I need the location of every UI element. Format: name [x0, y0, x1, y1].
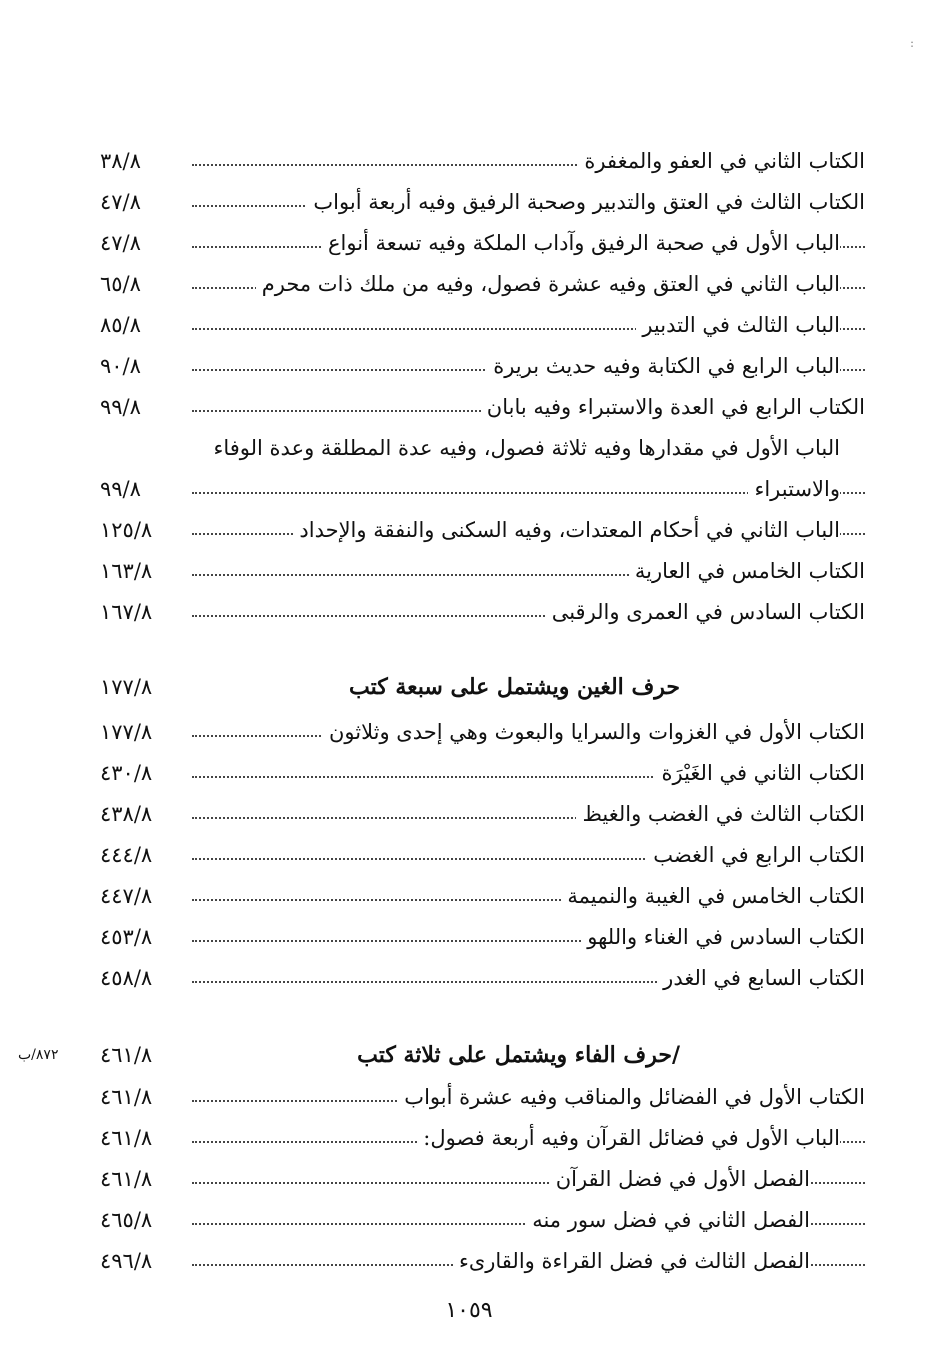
entry-title: الكتاب الثاني في العفو والمغفرة: [578, 144, 865, 178]
entry-page: ١٧٧/٨: [100, 720, 153, 744]
entry-page: ٤٥٨/٨: [100, 966, 153, 990]
toc-entry: [100, 185, 865, 219]
toc-entry: [100, 879, 865, 913]
toc-entry: [100, 715, 865, 749]
entry-title: الفصل الأول في فضل القرآن: [550, 1162, 810, 1196]
entry-page: ٩٩/٨: [100, 395, 141, 419]
entry-title: الفصل الثاني في فضل سور منه: [526, 1203, 810, 1237]
toc-entry: [100, 1162, 865, 1196]
entry-title: الباب الأول في صحبة الرفيق وآداب الملكة وفيه تسعة أنواع: [322, 226, 840, 260]
toc-entry: [100, 349, 865, 383]
entry-page: ٩٩/٨: [100, 477, 141, 501]
margin-folio-note: ٨٧٢/ب: [18, 1047, 59, 1063]
entry-title: الباب الثالث في التدبير: [636, 308, 840, 342]
entry-page: ٤٤٤/٨: [100, 843, 153, 867]
toc-entry: [100, 920, 865, 954]
toc-entry: [100, 595, 865, 629]
entry-title: الكتاب الخامس في العارية: [629, 554, 865, 588]
entry-page: ٣٨/٨: [100, 149, 141, 173]
entry-page: ٤٦١/٨: [100, 1126, 153, 1150]
heading-title: /حرف الفاء ويشتمل على ثلاثة كتب: [351, 1038, 680, 1072]
entry-title: الكتاب الرابع في العدة والاستبراء وفيه بابان: [481, 390, 865, 424]
entry-page: ١٢٥/٨: [100, 518, 153, 542]
entry-page: ٤٥٣/٨: [100, 925, 153, 949]
entry-title: الكتاب الأول في الفضائل والمناقب وفيه عشرة أبواب: [398, 1080, 865, 1114]
toc-entry: [100, 226, 865, 260]
section-heading: [100, 670, 865, 704]
entry-page: ٤٤٧/٨: [100, 884, 153, 908]
heading-title: حرف الغين ويشتمل على سبعة كتب: [343, 670, 680, 704]
entry-title: والاستبراء: [748, 472, 840, 506]
entry-page: ٤٦١/٨: [100, 1043, 153, 1067]
entry-page: ١٦٣/٨: [100, 559, 153, 583]
entry-page: ٤٧/٨: [100, 231, 141, 255]
toc-entry: [100, 308, 865, 342]
entry-title: الكتاب الرابع في الغضب: [647, 838, 865, 872]
entry-page: ٤٦١/٨: [100, 1167, 153, 1191]
toc-entry: [100, 756, 865, 790]
toc-entry: [100, 1203, 865, 1237]
toc-entry: [100, 554, 865, 588]
entry-title: الكتاب الأول في الغزوات والسرايا والبعوث وهي إحدى وثلاثون: [323, 715, 865, 749]
entry-title: الكتاب السادس في الغناء واللهو: [581, 920, 865, 954]
toc-entry: [100, 390, 865, 424]
entry-page: ٤٩٦/٨: [100, 1249, 153, 1273]
entry-page: ٦٥/٨: [100, 272, 141, 296]
entry-page: ٤٦٥/٨: [100, 1208, 153, 1232]
entry-page: ٤٧/٨: [100, 190, 141, 214]
entry-page: ٤٦١/٨: [100, 1085, 153, 1109]
toc-entry: [100, 513, 865, 547]
entry-page: ٤٣٨/٨: [100, 802, 153, 826]
entry-page: ١٦٧/٨: [100, 600, 153, 624]
section-heading: [100, 1038, 865, 1072]
entry-title: الكتاب الثالث في الغضب والغيظ: [576, 797, 865, 831]
toc-entry: [100, 797, 865, 831]
entry-page: ٨٥/٨: [100, 313, 141, 337]
entry-title: الكتاب السابع في الغدر: [657, 961, 865, 995]
toc-entry: [100, 838, 865, 872]
toc-entry: [100, 1244, 865, 1278]
toc-entry: [100, 472, 865, 506]
toc-entry: [100, 1080, 865, 1114]
entry-title-line1: الباب الأول في مقدارها وفيه ثلاثة فصول، وفيه عدة المطلقة وعدة الوفاء: [213, 436, 840, 460]
entry-title: الباب الثاني في أحكام المعتدات، وفيه السكنى والنفقة والإحداد: [293, 513, 840, 547]
entry-title: الفصل الثالث في فضل القراءة والقارىء: [453, 1244, 810, 1278]
toc-entry: [100, 144, 865, 178]
entry-title: الكتاب السادس في العمرى والرقبى: [546, 595, 865, 629]
entry-title: الباب الرابع في الكتابة وفيه حديث بريرة: [487, 349, 840, 383]
toc-entry: [100, 961, 865, 995]
entry-title: الباب الأول في فضائل القرآن وفيه أربعة فصول:: [417, 1121, 840, 1155]
page-number: ١٠٥٩: [445, 1298, 493, 1323]
toc-entry: [100, 1121, 865, 1155]
corner-mark: :: [909, 36, 914, 50]
entry-title: الكتاب الخامس في الغيبة والنميمة: [561, 879, 865, 913]
toc-entry: [100, 267, 865, 301]
entry-page: ٩٠/٨: [100, 354, 141, 378]
entry-page: ٤٣٠/٨: [100, 761, 153, 785]
entry-title: الكتاب الثالث في العتق والتدبير وصحبة الرفيق وفيه أربعة أبواب: [307, 185, 865, 219]
entry-title: الباب الثاني في العتق وفيه عشرة فصول، وفيه من ملك ذات محرم: [256, 267, 840, 301]
entry-page: ١٧٧/٨: [100, 675, 153, 699]
entry-title: الكتاب الثاني في الغَيْرَة: [655, 756, 865, 790]
